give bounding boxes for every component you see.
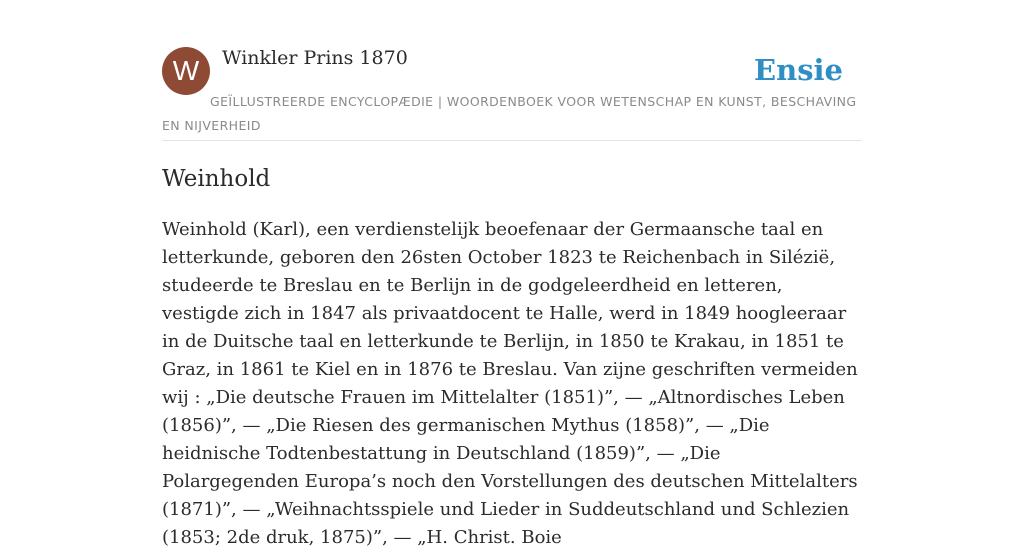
brand-logo[interactable]: Ensie xyxy=(754,53,843,87)
site-header xyxy=(162,46,862,141)
article-body: Weinhold (Karl), een verdienstelijk beoefenaar der Germaansche taal en letterkunde, geboren den 26sten October 1823 te Reichenbach in Silézië, studeerde te Breslau en te Berlijn in de godgeleerdheid en letteren, vestigde zich in 1847 als privaatdocent te Halle, werd in 1849 hoogleeraar in de Duitsche taal en letterkunde te Berlijn, in 1850 te Krakau, in 1851 te Graz, in 1861 te Kiel en in 1876 te Breslau. Van zijne geschriften vermeiden wij : „Die deutsche Frauen im Mittelalter (1851)”, — „Altnordisches Leben (1856)”, — „Die Riesen des germanischen Mythus (1858)”, — „Die heidnische Todtenbestattung in Deutschland (1859)”, — „Die Polargegenden Europa’s noch den Vorstellungen des deutschen Mittelalters (1871)”, — „Weihnachtsspiele und Lieder in Suddeutschland und Schlezien (1853; 2de druk, 1875)”, — „H. Christ. Boie xyxy=(162,219,858,548)
avatar[interactable]: W xyxy=(162,47,210,95)
site-title[interactable]: Winkler Prins 1870 xyxy=(222,47,408,69)
site-subtitle: GEÏLLUSTREERDE ENCYCLOPÆDIE | WOORDENBOEK VOOR WETENSCHAP EN KUNST, BESCHAVING EN NIJVERHEID xyxy=(162,94,857,133)
article-title: Weinhold xyxy=(162,166,271,192)
